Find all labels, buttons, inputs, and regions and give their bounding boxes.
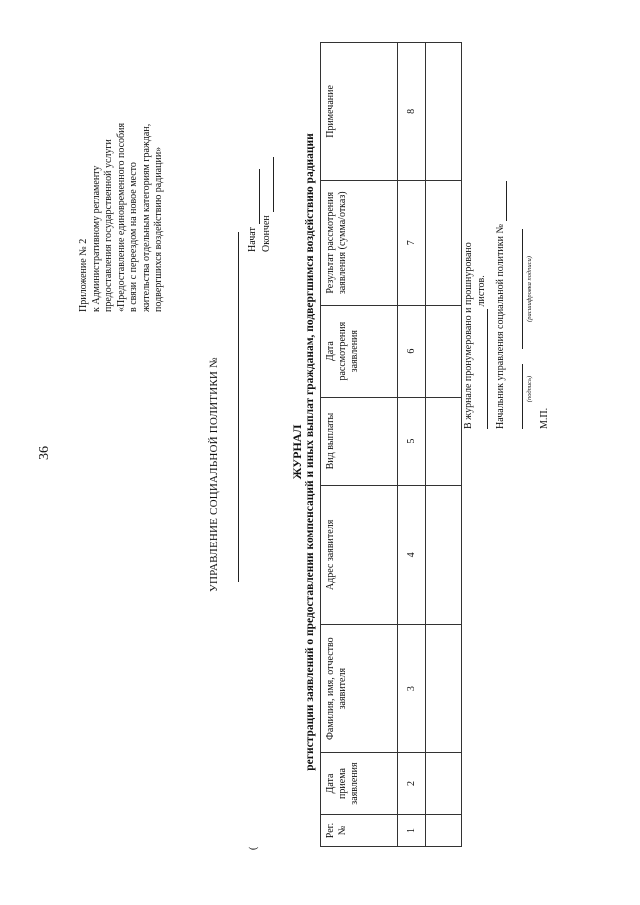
table-cell [426,753,462,815]
col-header: Адрес заявителя [321,485,398,625]
stamp-label: М.П. [539,407,550,429]
head-number-line [497,182,507,222]
table-cell [426,397,462,485]
annex-line: жительства отдельным категориям граждан, [140,123,152,312]
table-cell [426,815,462,847]
department-underline [238,232,239,582]
journal-title: ЖУРНАЛ [290,424,304,480]
signature-line [513,364,523,429]
page-number: 36 [37,446,52,460]
sheets-count-line [478,309,488,429]
decoding-line [513,229,523,349]
col-header: Дата рассмотрения заявления [321,305,398,397]
annex-line: к Административному регламенту [90,165,102,312]
finished-line [263,157,274,212]
table-cell [426,305,462,397]
table-empty-row [426,43,462,847]
col-number: 2 [398,753,426,815]
stray-mark: ( [248,846,259,850]
col-number: 3 [398,625,426,753]
col-header: Дата приема заявления [321,753,398,815]
annex-line: предоставления государственной услуги [103,139,114,312]
table-header-row [321,43,398,847]
table-cell [426,180,462,305]
col-header: Примечание [321,43,398,181]
col-number: 1 [398,815,426,847]
footer-block [462,182,551,430]
col-header: Вид выплаты [321,397,398,485]
annex-line: «Предоставление единовременного пособия [115,122,127,312]
table-cell [426,43,462,181]
annex-line: Приложение № 2 [78,238,89,312]
journal-subtitle: регистрации заявлений о предоставлении компенсаций и иных выплат гражданам, подвергшимся воздействию радиации [304,133,316,771]
started-label: Начат [247,227,258,252]
dates-block [246,157,274,252]
col-number: 8 [398,43,426,181]
department-title: УПРАВЛЕНИЕ СОЦИАЛЬНОЙ ПОЛИТИКИ № [208,357,220,592]
col-header: Рег. № [321,815,398,847]
finished-label: Окончен [261,215,272,252]
footer-head-label: Начальник управления социальной политики № [495,224,506,429]
annex-block [78,82,166,312]
rotated-sheet [20,12,620,892]
table-cell [426,485,462,625]
signature-caption: (подпись) [526,375,533,403]
annex-line: подвергшихся воздействию радиации» [153,146,164,312]
col-number: 7 [398,180,426,305]
footer-sheets-label: листов. [476,275,487,307]
journal-table [320,42,462,847]
footer-numbered-text: В журнале пронумеровано и прошнуровано [463,242,474,429]
started-line [249,169,260,224]
col-number: 6 [398,305,426,397]
table-cell [426,625,462,753]
annex-line: в связи с переездом на новое место [128,162,139,312]
col-header: Результат рассмотрения заявления (сумма/отказ) [321,180,398,305]
decoding-caption: (расшифровка подписи) [526,256,533,322]
table-number-row [398,43,426,847]
col-header: Фамилия, имя, отчество заявителя [321,625,398,753]
col-number: 4 [398,485,426,625]
col-number: 5 [398,397,426,485]
